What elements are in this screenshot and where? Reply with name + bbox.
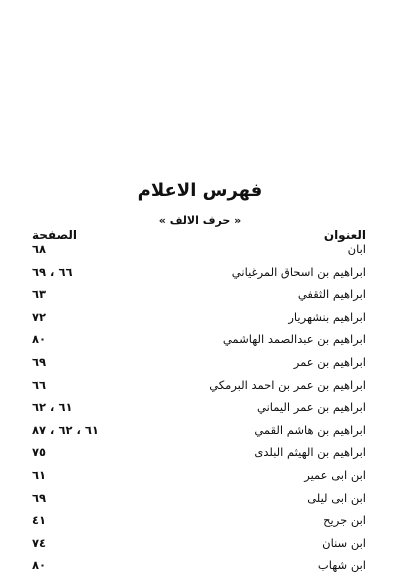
entry-name: ابراهيم بنشهريار xyxy=(288,309,366,324)
entry-pages: ٨٠ xyxy=(32,558,47,573)
entry-name: ابان xyxy=(347,242,366,256)
entry-name: ابراهيم بن الهيثم البلدى xyxy=(254,445,366,460)
column-header-page: الصفحة xyxy=(32,228,78,242)
entry-pages: ٦١ xyxy=(32,467,47,482)
index-entry xyxy=(0,374,400,397)
entry-name: ابراهيم بن عمر xyxy=(293,354,366,369)
entry-name: ابراهيم الثقفي xyxy=(297,287,366,302)
index-entry xyxy=(0,238,400,261)
entry-pages: ٤١ xyxy=(32,513,47,528)
entry-pages: ٦٨ xyxy=(32,242,47,256)
entry-pages: ٧٤ xyxy=(32,535,47,550)
entry-pages: ٧٥ xyxy=(32,445,47,460)
index-entry xyxy=(0,487,400,510)
page-title: فهرس الاعلام xyxy=(137,180,263,201)
index-entry xyxy=(0,261,400,284)
entry-pages: ٦٩ xyxy=(32,490,47,505)
column-header-title: العنوان xyxy=(323,228,366,242)
index-entry xyxy=(0,532,400,555)
entry-name: ابراهيم بن اسحاق المرغياني xyxy=(231,264,366,279)
entry-name: ابن ابى عمير xyxy=(304,467,366,482)
index-entry xyxy=(0,283,400,306)
index-entry xyxy=(0,441,400,464)
index-entry xyxy=(0,351,400,374)
section-heading: « حرف الالف » xyxy=(158,214,242,227)
index-entry xyxy=(0,419,400,442)
entry-pages: ٦٩ xyxy=(32,354,47,369)
index-entry xyxy=(0,554,400,577)
entry-pages: ٦٦ xyxy=(32,377,47,392)
entry-name: ابراهيم بن عمر بن احمد البرمكي xyxy=(209,377,366,392)
entry-name: ابن سنان xyxy=(322,535,366,550)
entry-pages: ٦١ ، ٦٢ xyxy=(32,400,73,415)
index-entry xyxy=(0,509,400,532)
index-entries xyxy=(0,238,400,577)
entry-name: ابراهيم بن عمر اليماني xyxy=(256,400,366,415)
entry-name: ابن ابى ليلى xyxy=(307,490,366,505)
entry-name: ابن شهاب xyxy=(317,558,366,573)
entry-pages: ٧٢ xyxy=(32,309,47,324)
index-entry xyxy=(0,396,400,419)
entry-pages: ٦١ ، ٦٢ ، ٨٧ xyxy=(32,422,99,437)
entry-pages: ٨٠ xyxy=(32,332,47,347)
entry-pages: ٦٣ xyxy=(32,287,47,302)
index-entry xyxy=(0,328,400,351)
entry-name: ابراهيم بن هاشم القمي xyxy=(254,422,366,437)
entry-pages: ٦٦ ، ٦٩ xyxy=(32,264,73,279)
index-entry xyxy=(0,464,400,487)
entry-name: ابن جريح xyxy=(323,513,366,528)
entry-name: ابراهيم بن عبدالصمد الهاشمي xyxy=(222,332,366,347)
index-entry xyxy=(0,306,400,329)
